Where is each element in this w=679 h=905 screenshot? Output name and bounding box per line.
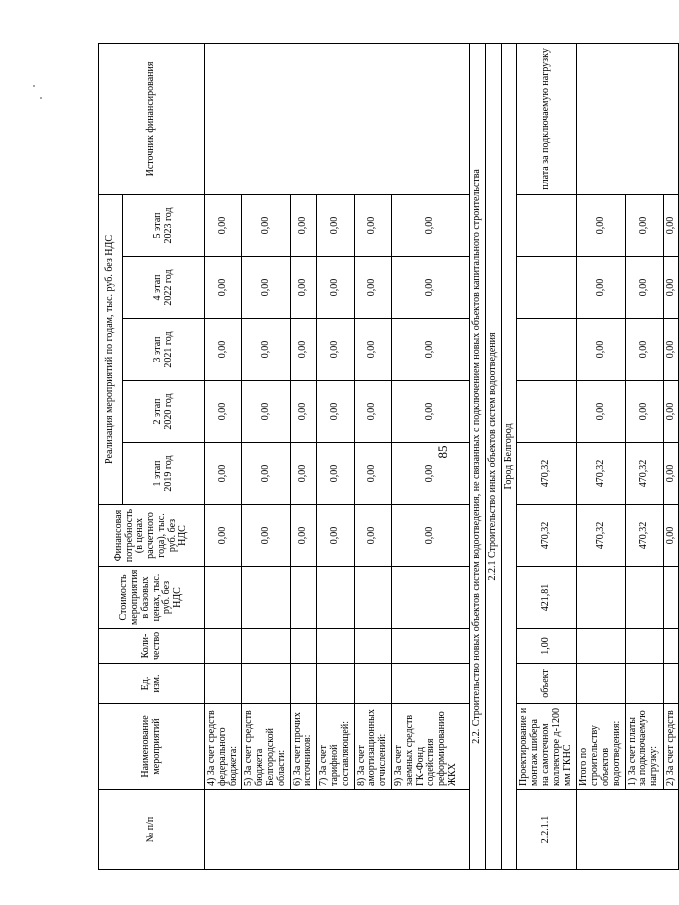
- row-name: Итого по строительству объектов водоотведения:: [577, 704, 625, 790]
- row-name: 5) За счет средств бюджета Белгородской области:: [242, 704, 290, 790]
- header-qty: Коли-чество: [99, 629, 205, 664]
- row-fin: 0,00: [663, 505, 679, 567]
- row-name: 7) За счет тарифной составляющей:: [317, 704, 354, 790]
- city-heading: Город Белгород: [501, 43, 517, 869]
- row-fin: 470,32: [625, 505, 663, 567]
- table-row: 2.2.1.1 Проектирование и монтаж шибера на самотечном коллекторе д-1200 мм ГКНС объект 1,00 421,81 470,32 470,32 плата за подключаемую нагрузку: [517, 43, 577, 869]
- item-qty: 1,00: [517, 629, 577, 664]
- header-no: № п/п: [99, 790, 205, 870]
- row-fin: 470,32: [577, 505, 625, 567]
- row-fin: 0,00: [354, 505, 391, 567]
- row-name: 8) За счет амортизационных отчислений:: [354, 704, 391, 790]
- cell-source-empty: [205, 43, 470, 194]
- table-row: Итого по строительству объектов водоотведения: 470,32 470,32 0,00 0,00 0,00 0,00: [577, 43, 625, 869]
- item-fin: 470,32: [517, 505, 577, 567]
- row-name: 6) За счет прочих источников:: [290, 704, 317, 790]
- table-row: 1) За счет платы за подключаемую нагрузку: 470,32 470,32 0,00 0,00 0,00 0,00: [625, 43, 663, 869]
- row-fin: 0,00: [290, 505, 317, 567]
- header-cost-base: Стоимость мероприятия в базовых ценах, тыс. руб. без НДС: [99, 567, 205, 629]
- header-implementation-by-year: Реализация мероприятий по годам, тыс. руб. без НДС: [99, 194, 123, 504]
- page-number: 85: [435, 445, 450, 459]
- header-stage-2: 2 этап 2020 год: [123, 381, 205, 443]
- table-row: 4) За счет средств федерального бюджета: 0,00 0,00 0,00 0,00 0,00 0,00: [205, 43, 242, 869]
- cell-no-empty: [577, 790, 679, 870]
- row-fin: 0,00: [391, 505, 469, 567]
- item-unit: объект: [517, 664, 577, 704]
- table-row: 2) За счет средств 0,00 0,00 0,00 0,00 0,00 0,00: [663, 43, 679, 869]
- item-cost: 421,81: [517, 567, 577, 629]
- item-name: Проектирование и монтаж шибера на самотечном коллекторе д-1200 мм ГКНС: [517, 704, 577, 790]
- row-name: 9) За счет заемных средств ГК-Фонд содействия реформированию ЖКХ: [391, 704, 469, 790]
- header-unit: Ед. изм.: [99, 664, 205, 704]
- scan-speck: [33, 85, 35, 87]
- table-row: 5) За счет средств бюджета Белгородской области: 0,00 0,00 0,00 0,00 0,00 0,00: [242, 43, 290, 869]
- item-number: 2.2.1.1: [517, 790, 577, 870]
- row-name: 4) За счет средств федерального бюджета:: [205, 704, 242, 790]
- section-heading-2-2-1: 2.2.1 Строительство иных объектов систем водоотведения: [485, 43, 501, 869]
- header-stage-5: 5 этап 2023 год: [123, 194, 205, 256]
- header-stage-1: 1 этап 2019 год: [123, 443, 205, 505]
- item-source: плата за подключаемую нагрузку: [517, 43, 577, 194]
- header-stage-4: 4 этап 2022 год: [123, 257, 205, 319]
- header-financial-need: Финансовая потребность (в ценах расчетного года), тыс. руб. без НДС: [99, 505, 205, 567]
- table-row: 8) За счет амортизационных отчислений: 0,00 0,00 0,00 0,00 0,00 0,00: [354, 43, 391, 869]
- header-name: Наименование мероприятий: [99, 704, 205, 790]
- row-name: 1) За счет платы за подключаемую нагрузку:: [625, 704, 663, 790]
- investment-table: [98, 43, 679, 870]
- cell-no-empty: [205, 790, 470, 870]
- scan-speck: [40, 97, 42, 99]
- table-row: 7) За счет тарифной составляющей: 0,00 0,00 0,00 0,00 0,00 0,00: [317, 43, 354, 869]
- cell-source-empty: [577, 43, 679, 194]
- table-row: 6) За счет прочих источников: 0,00 0,00 0,00 0,00 0,00 0,00: [290, 43, 317, 869]
- header-source: Источник финансирования: [99, 43, 205, 194]
- row-name: 2) За счет средств: [663, 704, 679, 790]
- row-fin: 0,00: [242, 505, 290, 567]
- header-stage-3: 3 этап 2021 год: [123, 319, 205, 381]
- section-heading-2-2: 2.2. Строительство новых объектов систем водоотведения, не связанных с подключением новых объектов капитального строительства: [469, 43, 485, 869]
- row-fin: 0,00: [205, 505, 242, 567]
- table-row: 9) За счет заемных средств ГК-Фонд содействия реформированию ЖКХ 0,00 0,00 0,00 0,00 0,00 0,00: [391, 43, 469, 869]
- row-fin: 0,00: [317, 505, 354, 567]
